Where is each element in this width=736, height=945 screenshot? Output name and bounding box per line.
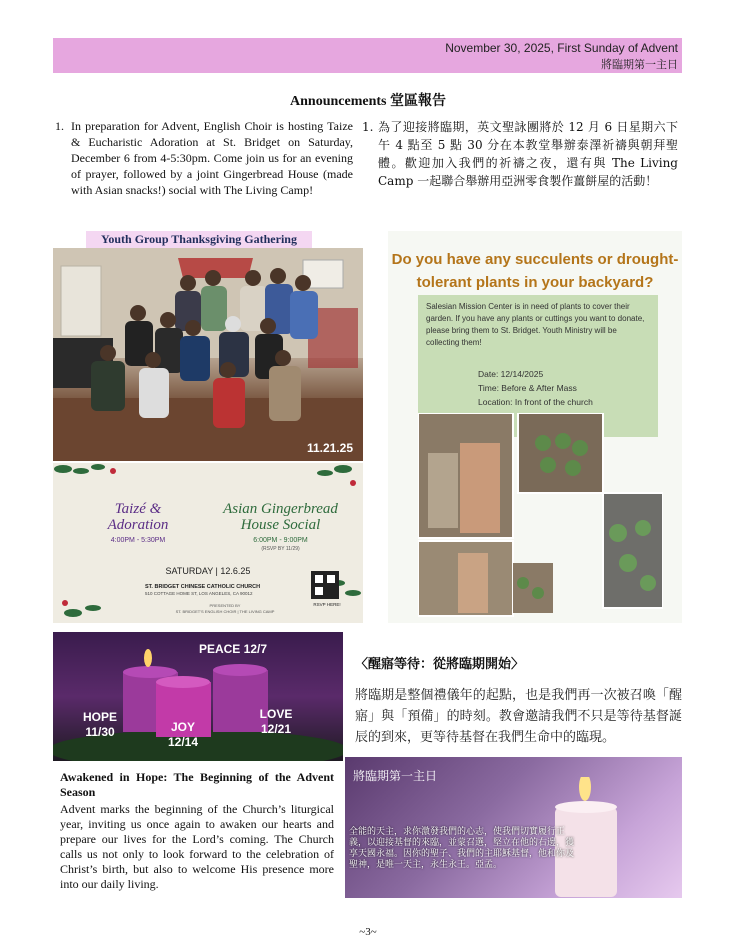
- flyer-address: 510 COTTAGE HOME ST, LOS ANGELES, CA 90012: [145, 591, 253, 596]
- flyer-presenters: ST. BRIDGET'S ENGLISH CHOIR | THE LIVING CAMP: [175, 609, 275, 614]
- youth-group-photo: [53, 248, 363, 461]
- advent-wreath-image: [53, 632, 343, 761]
- flyer-rsvp-here: RSVP HERE!: [313, 602, 341, 607]
- flyer-gingerbread-title: Asian Gingerbread House Social: [223, 501, 338, 533]
- succulents-message: Salesian Mission Center is in need of plants to cover their garden. If you have any plants or cuttings you want to donate, please bring them to St. Bridget. Youth Ministry will be collecting them!: [426, 302, 645, 347]
- announcement-zh: [362, 118, 678, 190]
- announcement-en-number: 1.: [55, 119, 64, 133]
- hope-date: 11/30: [85, 725, 115, 739]
- joy-label: JOY: [170, 720, 195, 734]
- peace-label: PEACE 12/7: [198, 642, 268, 656]
- flyer-gingerbread-time: 6:00PM - 9:00PM: [253, 537, 308, 544]
- flyer-church: ST. BRIDGET CHINESE CATHOLIC CHURCH: [145, 584, 261, 590]
- header-bar: [53, 38, 682, 73]
- love-date: 12/21: [260, 722, 292, 736]
- succulents-flyer: [388, 231, 682, 623]
- photo-date: 11.21.25: [306, 441, 353, 455]
- flyer-taize-time: 4:00PM - 5:30PM: [110, 537, 166, 544]
- flyer-taize-title: Taizé & Adoration: [107, 501, 169, 533]
- reflection-zh-body: 將臨期是整個禮儀年的起點，也是我們再一次被召喚「醒寤」與「預備」的時刻。教會邀請我們不只是等待基督誕辰的到來，更等待基督在我們生命中的臨現。: [355, 688, 682, 745]
- group-photo-illustration: [53, 248, 363, 461]
- reflection-en-title: Awakened in Hope: The Beginning of the Advent Season: [60, 770, 334, 799]
- page-title: Announcements 堂區報告: [290, 94, 446, 109]
- succulent-photos: [418, 413, 663, 618]
- announcement-zh-number: 1.: [362, 120, 374, 134]
- flyer-rsvp-note: (RSVP BY 11/29): [261, 546, 300, 552]
- succulents-location: Location: In front of the church: [478, 397, 593, 407]
- flyer-date: SATURDAY | 12.6.25: [165, 566, 251, 576]
- taize-flyer: [53, 463, 363, 623]
- announcement-zh-text: 為了迎接將臨期，英文聖詠團將於 12 月 6 日星期六下午 4 點至 5 點 30 分在本教堂舉辦泰澤祈禱與朝拜聖體。歡迎加入我們的祈禱之夜，還有與 The Living Camp 一起聯合舉辦用亞洲零食製作薑餅屋的活動！: [378, 120, 678, 188]
- reflection-en-body: Advent marks the beginning of the Church’s liturgical year, inviting us once again to awaken our hearts and prepare our lives for the Lord’s coming. The Church calls us not only to look forward to the celebration of Christ’s birth, but also to welcome His presence more into our daily living.: [60, 802, 334, 891]
- announcement-en: [55, 118, 353, 198]
- joy-date: 12/14: [167, 735, 199, 749]
- flyer-presented: PRESENTED BY: [209, 603, 241, 608]
- announcement-en-text: In preparation for Advent, English Choir is hosting Taize & Eucharistic Adoration at St. Bridget on Saturday, December 6 from 4-5:30pm. Come join us for an evening of prayer, followed by a joint Gingerbread House (made with Asian snacks!) social with The Living Camp!: [71, 119, 353, 197]
- prayer-image: [345, 757, 682, 898]
- youth-group-caption: Youth Group Thanksgiving Gathering: [86, 231, 312, 248]
- prayer-title: 將臨期第一主日: [353, 769, 438, 783]
- page-number: ~3~: [359, 926, 377, 938]
- reflection-zh-title: 〈醒寤等待：從將臨期開始〉: [355, 657, 525, 672]
- header-date: November 30, 2025, First Sunday of Advent: [445, 41, 678, 55]
- hope-label: HOPE: [82, 710, 117, 724]
- header-date-zh: 將臨期第一主日: [601, 58, 678, 71]
- succulents-heading: Do you have any succulents or drought-tolerant plants in your backyard?: [391, 251, 679, 291]
- love-label: LOVE: [259, 707, 293, 721]
- succulents-time: Time: Before & After Mass: [478, 383, 577, 393]
- prayer-body: 全能的天主，求你激發我們的心志，使我們切實履行正義，以迎接基督的來臨，並蒙召選，堅立在他的右邊，獲享天國永福。因你的聖子、我們的主耶穌基督，他和你及聖神，是唯一天主，永生永王。亞孟。: [349, 827, 575, 870]
- succulents-date: Date: 12/14/2025: [478, 369, 544, 379]
- succulents-details: [478, 367, 648, 409]
